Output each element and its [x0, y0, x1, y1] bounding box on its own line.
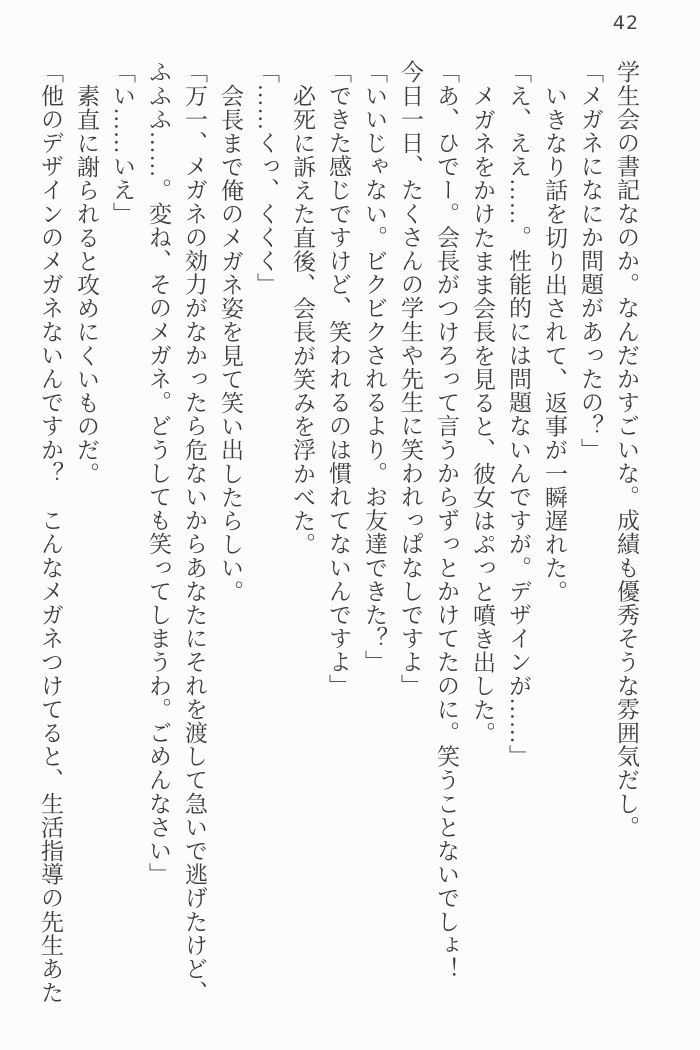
text-line: ふふふ……。変ね、そのメガネ。どうしても笑ってしまうわ。ごめんなさい」	[146, 60, 171, 886]
text-line: 「メガネになにか問題があったの？」	[578, 60, 603, 462]
text-line: 「万一、メガネの効力がなかったら危ないからあなたにそれを渡して急いで逃げたけど、	[182, 60, 207, 1004]
text-line: 「いいじゃない。ビクビクされるより。お友達できた？」	[362, 60, 387, 674]
text-line: 「できた感じですけど、笑われるのは慣れてないんですよ」	[326, 60, 351, 698]
text-line: 必死に訴えた直後、会長が笑みを浮かべた。	[290, 84, 315, 556]
text-line: メガネをかけたまま会長を見ると、彼女はぷっと噴き出した。	[470, 84, 495, 745]
page-number: 42	[612, 12, 640, 34]
text-line: 「他のデザインのメガネないんですか？ こんなメガネつけてると、生活指導の先生あた	[38, 60, 63, 1004]
text-line: 素直に謝られると攻めにくいものだ。	[74, 84, 99, 486]
text-line: 会長まで俺のメガネ姿を見て笑い出したらしい。	[218, 84, 243, 604]
text-line: 今日一日、たくさんの学生や先生に笑われっぱなしですよ」	[398, 60, 423, 698]
text-line: 「あ、ひでー。会長がつけろって言うからずっとかけてたのに。笑うことないでしょ！	[434, 60, 459, 981]
text-line: いきなり話を切り出されて、返事が一瞬遅れた。	[542, 84, 567, 604]
text-line: 「い……いえ」	[110, 60, 135, 226]
text-columns	[32, 60, 644, 1038]
text-line: 学生会の書記なのか。なんだかすごいな。成績も優秀そうな雰囲気だし。	[614, 60, 639, 839]
text-line: 「え、ええ……。性能的には問題ないんですが。デザインが……」	[506, 60, 531, 768]
text-line: 「……くっ、くくく」	[254, 60, 279, 296]
